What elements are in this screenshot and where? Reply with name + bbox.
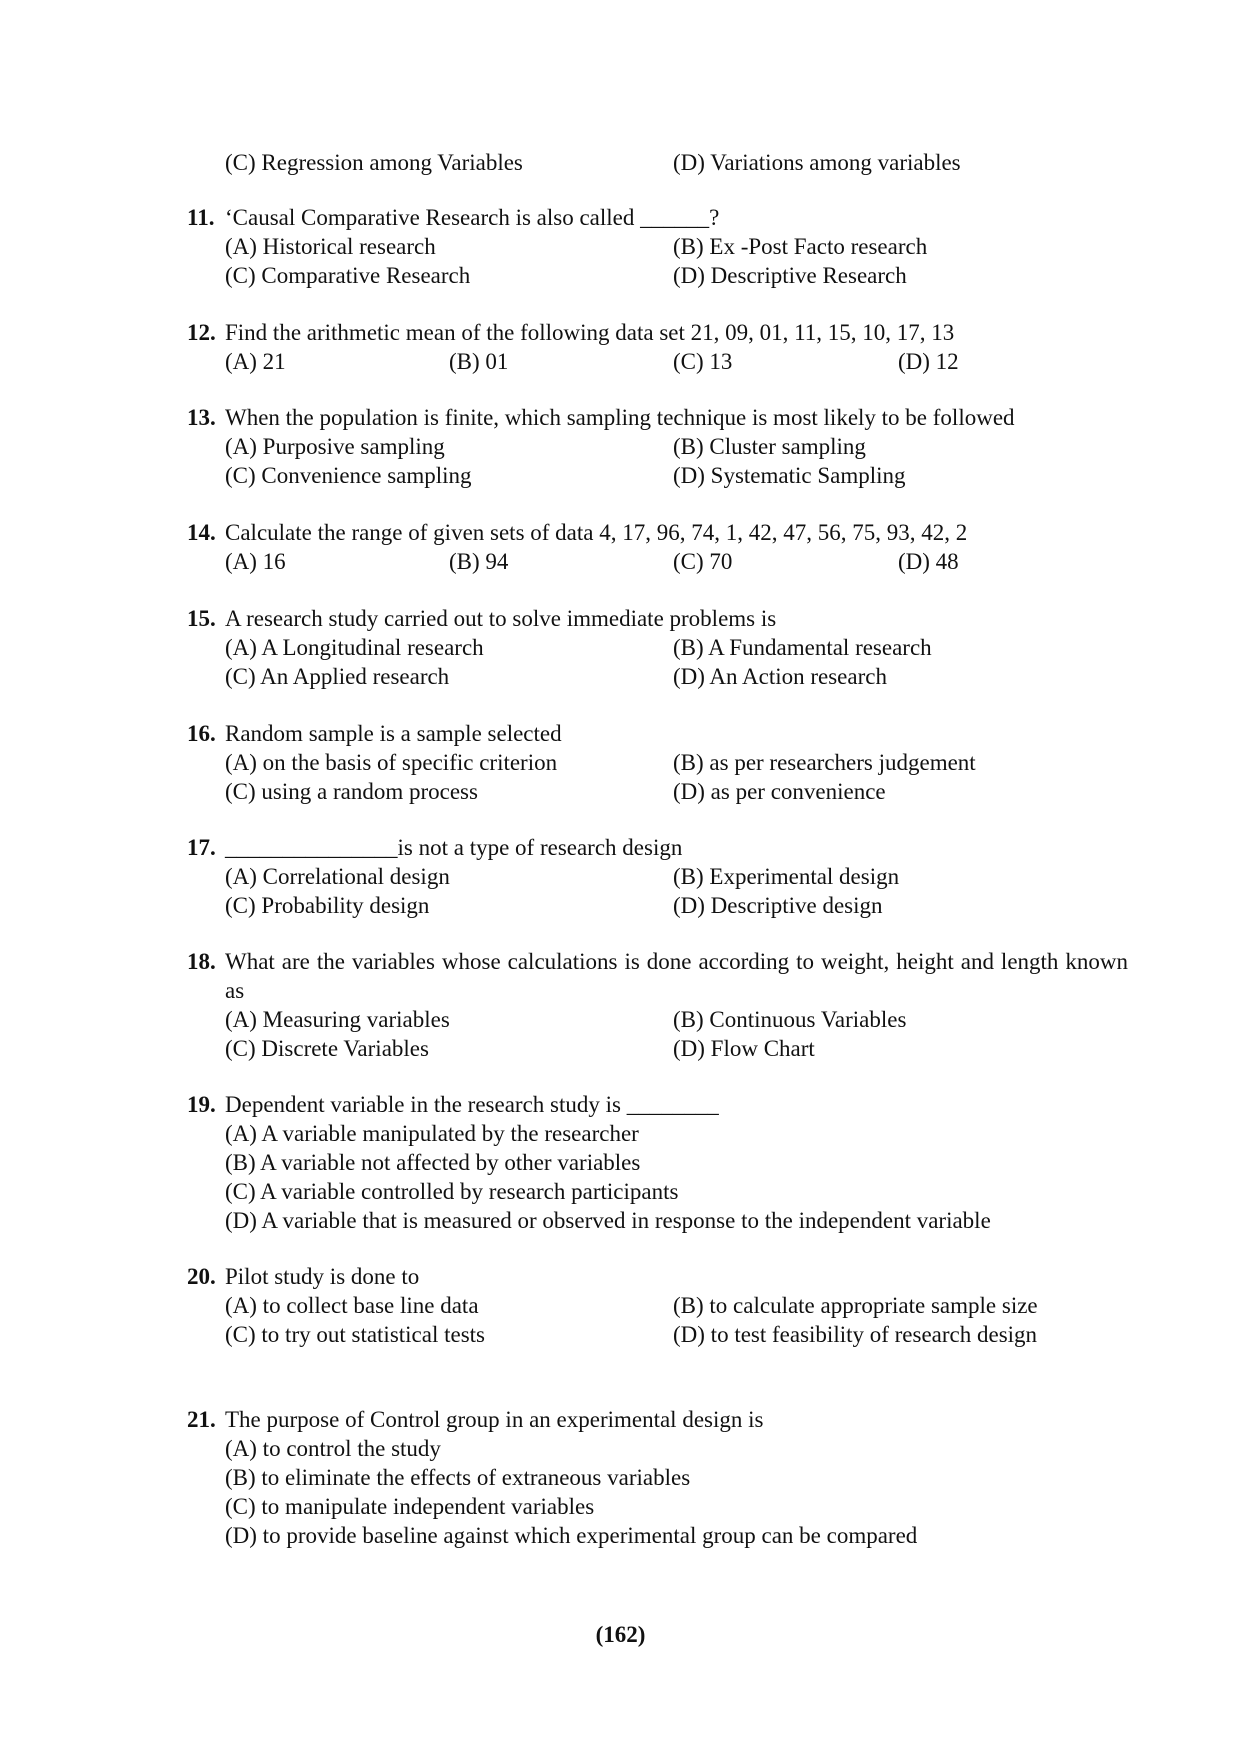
option-d: (D) Flow Chart bbox=[673, 1036, 815, 1061]
option-c: (C) to try out statistical tests bbox=[225, 1322, 485, 1347]
question-10-tail bbox=[187, 148, 1087, 177]
option-a: (A) Correlational design bbox=[225, 864, 450, 889]
question-number: 16. bbox=[187, 721, 216, 746]
option-c: (C) Convenience sampling bbox=[225, 463, 472, 488]
question-number: 19. bbox=[187, 1092, 216, 1117]
question-text: A research study carried out to solve immediate problems is bbox=[225, 606, 777, 631]
question-number: 15. bbox=[187, 606, 216, 631]
question-21 bbox=[187, 1405, 1087, 1550]
option-d: (D) Systematic Sampling bbox=[673, 463, 906, 488]
option-b: (B) as per researchers judgement bbox=[673, 750, 976, 775]
option-c: (C) using a random process bbox=[225, 779, 478, 804]
option-a: (A) on the basis of specific criterion bbox=[225, 750, 558, 775]
option-a: (A) to control the study bbox=[225, 1436, 441, 1461]
question-number: 12. bbox=[187, 320, 216, 345]
question-18 bbox=[187, 947, 1128, 1063]
question-text: Find the arithmetic mean of the following data set 21, 09, 01, 11, 15, 10, 17, 13 bbox=[225, 320, 955, 345]
option-d: (D) as per convenience bbox=[673, 779, 886, 804]
option-c: (C) An Applied research bbox=[225, 664, 450, 689]
option-d: (D) Variations among variables bbox=[673, 150, 961, 175]
question-number: 18. bbox=[187, 949, 216, 974]
option-a: (A) Historical research bbox=[225, 234, 436, 259]
option-a: (A) to collect base line data bbox=[225, 1293, 479, 1318]
question-text: Pilot study is done to bbox=[225, 1264, 420, 1289]
option-a: (A) A Longitudinal research bbox=[225, 635, 484, 660]
question-11 bbox=[187, 203, 1087, 290]
question-number: 13. bbox=[187, 405, 216, 430]
option-d: (D) Descriptive Research bbox=[673, 263, 907, 288]
option-d: (D) An Action research bbox=[673, 664, 887, 689]
question-text: _______________is not a type of research design bbox=[225, 835, 683, 860]
option-c: (C) Regression among Variables bbox=[225, 150, 523, 175]
option-c: (C) Comparative Research bbox=[225, 263, 471, 288]
question-text: Dependent variable in the research study is ________ bbox=[225, 1092, 719, 1117]
option-a: (A) Purposive sampling bbox=[225, 434, 445, 459]
option-c: (C) to manipulate independent variables bbox=[225, 1494, 595, 1519]
question-text: When the population is finite, which sampling technique is most likely to be followed bbox=[225, 405, 1015, 430]
option-d: (D) Descriptive design bbox=[673, 893, 883, 918]
option-b: (B) to calculate appropriate sample size bbox=[673, 1293, 1038, 1318]
option-b: (B) Experimental design bbox=[673, 864, 900, 889]
question-14 bbox=[187, 518, 1087, 576]
option-b: (B) A Fundamental research bbox=[673, 635, 932, 660]
question-16 bbox=[187, 719, 1087, 806]
option-b: (B) Ex -Post Facto research bbox=[673, 234, 928, 259]
option-b: (B) Continuous Variables bbox=[673, 1007, 907, 1032]
option-a: (A) 16 bbox=[225, 549, 286, 574]
option-c: (C) 70 bbox=[673, 549, 733, 574]
question-12 bbox=[187, 318, 1087, 376]
question-number: 20. bbox=[187, 1264, 216, 1289]
question-number: 21. bbox=[187, 1407, 216, 1432]
option-c: (C) 13 bbox=[673, 349, 733, 374]
option-a: (A) Measuring variables bbox=[225, 1007, 450, 1032]
page-number: (162) bbox=[595, 1622, 646, 1647]
question-number: 17. bbox=[187, 835, 216, 860]
question-20 bbox=[187, 1262, 1087, 1349]
option-c: (C) Probability design bbox=[225, 893, 430, 918]
question-19 bbox=[187, 1090, 1087, 1235]
option-d: (D) 48 bbox=[898, 549, 959, 574]
option-d: (D) to test feasibility of research design bbox=[673, 1322, 1038, 1347]
question-text: ‘Causal Comparative Research is also called ______? bbox=[225, 205, 720, 230]
option-d: (D) to provide baseline against which experimental group can be compared bbox=[225, 1523, 918, 1548]
question-number: 14. bbox=[187, 520, 216, 545]
question-text: The purpose of Control group in an experimental design is bbox=[225, 1407, 764, 1432]
question-number: 11. bbox=[187, 205, 215, 230]
option-c: (C) A variable controlled by research participants bbox=[225, 1179, 679, 1204]
question-text: Random sample is a sample selected bbox=[225, 721, 562, 746]
option-b: (B) 01 bbox=[449, 349, 509, 374]
option-b: (B) Cluster sampling bbox=[673, 434, 866, 459]
option-b: (B) to eliminate the effects of extraneous variables bbox=[225, 1465, 691, 1490]
question-text: What are the variables whose calculations is done according to weight, height and length known as bbox=[225, 949, 1128, 1003]
question-text: Calculate the range of given sets of data 4, 17, 96, 74, 1, 42, 47, 56, 75, 93, 42, 2 bbox=[225, 520, 968, 545]
option-b: (B) 94 bbox=[449, 549, 509, 574]
option-d: (D) A variable that is measured or observed in response to the independent variable bbox=[225, 1208, 991, 1233]
question-15 bbox=[187, 604, 1087, 691]
option-b: (B) A variable not affected by other variables bbox=[225, 1150, 641, 1175]
question-13 bbox=[187, 403, 1087, 490]
option-c: (C) Discrete Variables bbox=[225, 1036, 429, 1061]
option-a: (A) 21 bbox=[225, 349, 286, 374]
option-d: (D) 12 bbox=[898, 349, 959, 374]
question-17 bbox=[187, 833, 1087, 920]
option-a: (A) A variable manipulated by the researcher bbox=[225, 1121, 639, 1146]
